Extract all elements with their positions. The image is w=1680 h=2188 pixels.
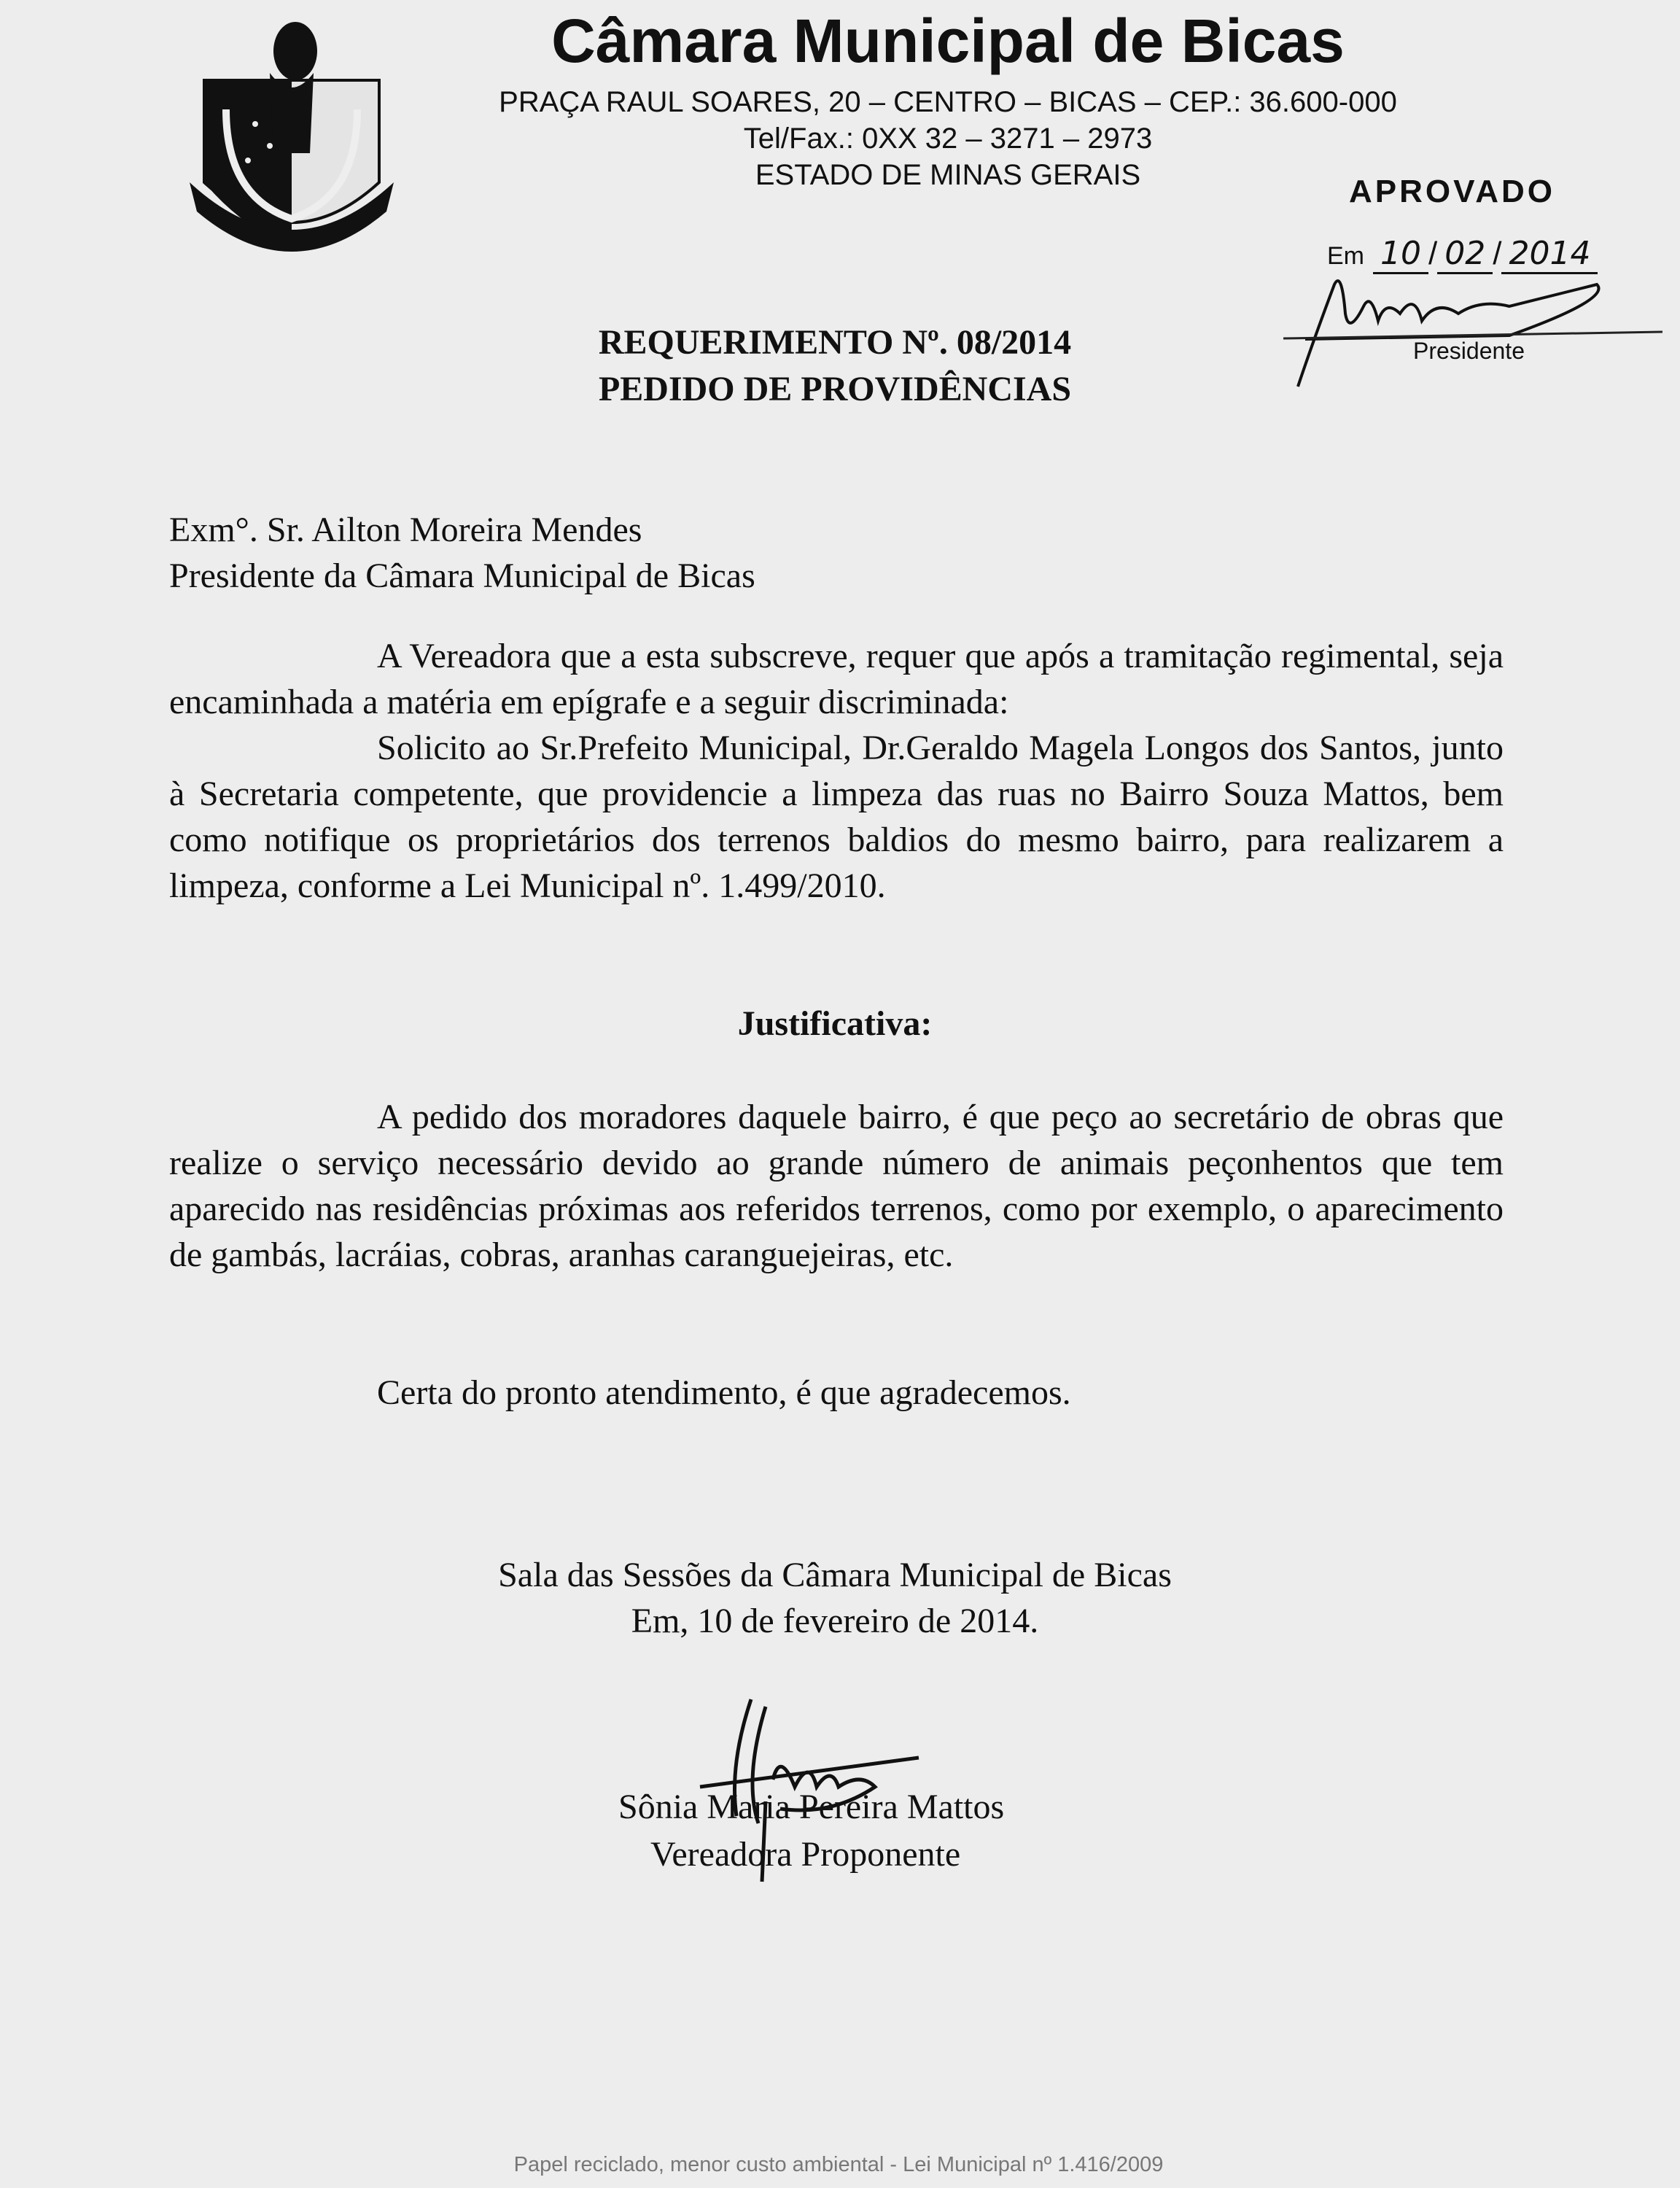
document-title: REQUERIMENTO Nº. 08/2014 bbox=[598, 323, 1072, 362]
institution-address: PRAÇA RAUL SOARES, 20 – CENTRO – BICAS – CEP.: 36.600-000 bbox=[499, 86, 1397, 118]
justification-heading: Justificativa: bbox=[737, 1004, 933, 1043]
document-subtitle: PEDIDO DE PROVIDÊNCIAS bbox=[598, 370, 1072, 408]
recycled-paper-note: Papel reciclado, menor custo ambiental - Lei Municipal nº 1.416/2009 bbox=[513, 2153, 1164, 2176]
approval-stamp-status: APROVADO bbox=[1349, 174, 1555, 209]
addressee-title: Presidente da Câmara Municipal de Bicas bbox=[169, 556, 755, 595]
stamp-year: 2014 bbox=[1501, 235, 1598, 274]
session-date: Em, 10 de fevereiro de 2014. bbox=[631, 1602, 1039, 1640]
approval-stamp-role: Presidente bbox=[1413, 338, 1525, 364]
addressee-name: Exm°. Sr. Ailton Moreira Mendes bbox=[169, 511, 642, 549]
body-section bbox=[169, 633, 1504, 909]
institution-state: ESTADO DE MINAS GERAIS bbox=[755, 159, 1141, 191]
coat-of-arms-logo bbox=[182, 0, 401, 270]
signer-name: Sônia Maria Pereira Mattos bbox=[618, 1788, 1005, 1826]
signer-role: Vereadora Proponente bbox=[650, 1835, 961, 1874]
session-place: Sala das Sessões da Câmara Municipal de Bicas bbox=[498, 1556, 1172, 1594]
institution-phone: Tel/Fax.: 0XX 32 – 3271 – 2973 bbox=[743, 123, 1153, 155]
approval-stamp-date: Em 10 / 02 / 2014 bbox=[1327, 235, 1598, 274]
stamp-day: 10 bbox=[1373, 235, 1428, 274]
request-detail-paragraph: Solicito ao Sr.Prefeito Municipal, Dr.Geraldo Magela Longos dos Santos, junto à Secretaria competente, que providencie a limpeza das ruas no Bairro Souza Mattos, bem como notifique os proprietários dos terrenos baldios do mesmo bairro, para realizarem a limpeza, conforme a Lei Municipal nº. 1.499/2010. bbox=[169, 729, 1504, 905]
stamp-month: 02 bbox=[1437, 235, 1493, 274]
institution-name: Câmara Municipal de Bicas bbox=[551, 7, 1345, 75]
request-paragraph: A Vereadora que a esta subscreve, requer que após a tramitação regimental, seja encaminhada a matéria em epígrafe e a seguir discriminada: bbox=[169, 637, 1504, 721]
justification-paragraph: A pedido dos moradores daquele bairro, é que peço ao secretário de obras que realize o serviço necessário devido ao grande número de animais peçonhentos que tem aparecido nas residências próximas aos referidos terrenos, como por exemplo, o aparecimento de gambás, lacráias, cobras, aranhas caranguejeiras, etc. bbox=[169, 1098, 1504, 1274]
stamp-date-label: Em bbox=[1327, 242, 1364, 270]
closing-line: Certa do pronto atendimento, é que agradecemos. bbox=[377, 1373, 1071, 1412]
